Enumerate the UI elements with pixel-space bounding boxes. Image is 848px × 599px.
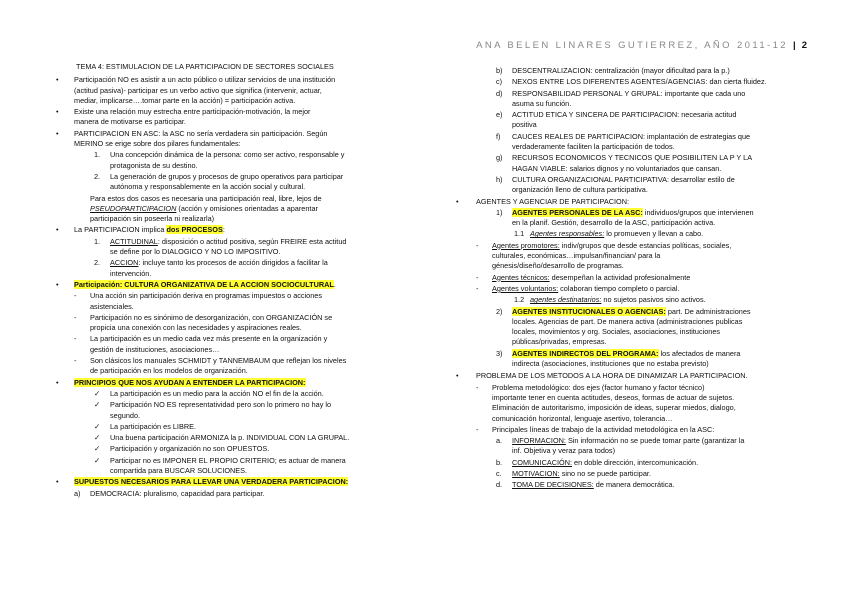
- pilar-2: 2. La generación de grupos y procesos de grupo operativos para participar autónoma y responsablemente en la acción social y cultural.: [94, 171, 344, 192]
- bullet-dos-procesos: • La PARTICIPACION implica dos PROCESOS:: [56, 225, 225, 235]
- supuesto-b: b) DESCENTRALIZACION: centralización (mayor dificultad para la p.): [496, 66, 730, 75]
- page-header: ANA BELEN LINARES GUTIERREZ, AÑO 2011-12 | 2: [476, 40, 808, 51]
- agentes-personales: 1) AGENTES PERSONALES DE LA ASC: individuos/grupos que intervienen en la planif. Gestión, desarrollo de la ASC, participación activa.: [496, 207, 754, 228]
- bullet-agentes: • AGENTES Y AGENCIAR DE PARTICIPACION:: [456, 196, 630, 206]
- bullet-supuestos: • SUPUESTOS NECESARIOS PARA LLEVAR UNA VERDADERA PARTICIPACION:: [56, 477, 349, 487]
- lineas-trabajo: - Principales líneas de trabajo de la actividad metodológica en la ASC:: [476, 424, 715, 434]
- bullet-principios: • PRINCIPIOS QUE NOS AYUDAN A ENTENDER LA PARTICIPACION:: [56, 377, 306, 387]
- linea-informacion: a. INFORMACION: Sin información no se puede tomar parte (garantizar la inf. Objetiva y veraz para todos): [496, 436, 745, 456]
- check-item-1: ✓ La participación es un medio para la acción NO el fin de la acción.: [94, 388, 324, 398]
- bullet-motivacion: • Existe una relación muy estrecha entre participación-motivación, la mejor manera de motivarse es participar.: [56, 107, 311, 127]
- supuesto-c: c) NEXOS ENTRE LOS DIFERENTES AGENTES/AGENCIAS: dan cierta fluidez.: [496, 77, 767, 87]
- dash-item-2: - Participación no es sinónimo de desorganización, con ORGANIZACIÓN se propicia una conexión con las necesidades y aspiraciones reales.: [74, 312, 333, 333]
- agentes-destinatarios: 1.2 agentes destinatarios: no sujetos pasivos sino activos.: [514, 295, 706, 305]
- left-column: [54, 62, 414, 500]
- right-column: [456, 66, 812, 492]
- page-number: 2: [801, 40, 808, 51]
- supuesto-h: h) CULTURA ORGANIZACIONAL PARTICIPATIVA: desarrollar estilo de organización lleno de cultura participativa.: [496, 174, 735, 195]
- bullet-cultura-organizativa: • Participación: CULTURA ORGANIZATIVA DE LA ACCION SOCIOCULTURAL.: [56, 279, 336, 289]
- supuesto-a: a) DEMOCRACIA: pluralismo, capacidad para participar.: [74, 488, 265, 498]
- linea-toma-decisiones: d. TOMA DE DECISIONES: de manera democrática.: [496, 480, 675, 490]
- bullet-participacion-asc: • PARTICIPACION EN ASC: la ASC no sería verdadera sin participación. Según MERINO se erige sobre dos pilares fundamentales:: [56, 128, 328, 149]
- proceso-actitudinal: 1. ACTITUDINAL: disposición o actitud positiva, según FREIRE esta actitud se define por lo DIALOGICO Y NO LO IMPOSITIVO.: [94, 236, 347, 257]
- linea-motivacion: c. MOTIVACION: sino no se puede participar.: [496, 468, 651, 478]
- agentes-tecnicos: - Agentes técnicos: desempeñan la actividad profesionalmente: [476, 272, 691, 282]
- supuesto-d: d) RESPONSABILIDAD PERSONAL Y GRUPAL: importante que cada uno asuma su función.: [496, 88, 746, 108]
- check-item-4: ✓ Una buena participación ARMONIZA la p. INDIVIDUAL CON LA GRUPAL.: [94, 433, 350, 443]
- supuesto-f: f) CAUCES REALES DE PARTICIPACION: implantación de estrategias que verdaderamente faciliten la participación de todos.: [496, 131, 751, 152]
- proceso-accion: 2. ACCION: incluye tanto los procesos de acción dirigidos a facilitar la intervención.: [94, 258, 328, 278]
- agentes-responsables: 1.1 Agentes responsables: lo promueven y llevan a cabo.: [514, 229, 704, 239]
- agentes-promotores: - Agentes promotores: indiv/grupos que desde estancias políticas, sociales, culturales, económicas…impulsan/financian/ para la génesis/diseño/desarrollo de programas.: [476, 240, 732, 271]
- pilar-1: 1. Una concepción dinámica de la persona: como ser activo, responsable y protagonista de su destino.: [94, 150, 345, 170]
- dash-item-4: - Son clásicos los manuales SCHMIDT y TANNEMBAUM que reflejan los niveles de participación en los modelos de organización.: [74, 356, 347, 376]
- check-item-2: ✓ Participación NO ES representatividad pero son lo primero no hay lo segundo.: [94, 400, 332, 420]
- pseudoparticipacion-paragraph: Para estos dos casos es necesaria una participación real, libre, lejos de PSEUDOPARTICIPACION (acción y omisiones orientadas a aparentar participación sin poseerla ni realizarla): [90, 193, 322, 224]
- agentes-institucionales: 2) AGENTES INSTITUCIONALES O AGENCIAS: part. De administraciones locales. Agencias de part. De manera activa (administraciones publicas locales, movimientos y org. Sociales, asociaciones, instituciones públicas/privadas, empresas.: [496, 306, 751, 347]
- check-item-6: ✓ Participar no es IMPONER EL PROPIO CRITERIO; es actuar de manera compartida para BUSCAR SOLUCIONES.: [94, 455, 346, 475]
- dash-item-3: - La participación es un medio cada vez más presente en la organización y gestión de instituciones, asociaciones…: [74, 334, 328, 354]
- problema-metodologico: - Problema metodológico: dos ejes (factor humano y factor técnico) importante tener en cuenta actitudes, deseos, formas de actuar de sujetos. Eliminación de autoritarismo, imposición de ideas, superar miedos, dialogo, comunicación horizontal, lenguaje asertivo, tolerancia…: [476, 382, 736, 423]
- linea-comunicacion: b. COMUNICACIÓN: en doble dirección, intercomunicación.: [496, 457, 699, 467]
- check-item-3: ✓ La participación es LIBRE.: [94, 421, 196, 431]
- check-item-5: ✓ Participación y organización no son OPUESTOS.: [94, 444, 270, 454]
- topic-title: TEMA 4: ESTIMULACION DE LA PARTICIPACION DE SECTORES SOCIALES: [76, 62, 334, 71]
- agentes-indirectos: 3) AGENTES INDIRECTOS DEL PROGRAMA: los afectados de manera indirecta (asociaciones, instituciones que no estaba previsto): [496, 348, 741, 369]
- supuesto-g: g) RECURSOS ECONOMICOS Y TECNICOS QUE POSIBILITEN LA P Y LA HAGAN VIABLE: salarios dignos y no voluntariados que cansan.: [496, 153, 753, 173]
- supuesto-e: e) ACTITUD ETICA Y SINCERA DE PARTICIPACION: necesaria actitud positiva: [496, 110, 737, 130]
- dash-item-1: - Una acción sin participación deriva en programas impuestos o acciones asistenciales.: [74, 291, 323, 311]
- author-year: ANA BELEN LINARES GUTIERREZ, AÑO 2011-12: [476, 40, 788, 51]
- bullet-participacion: • Participación NO es asistir a un acto público o utilizar servicios de una institución (actitud pasiva)- participar es un verbo activo que significa (intervenir, actuar, mediar, implicarse….tomar parte en la acción) = participación activa.: [56, 75, 336, 105]
- bullet-problema-metodos: • PROBLEMA DE LOS METODOS A LA HORA DE DINAMIZAR LA PARTICIPACION.: [456, 371, 748, 381]
- agentes-voluntarios: - Agentes voluntarios: colaboran tiempo completo o parcial.: [476, 283, 680, 293]
